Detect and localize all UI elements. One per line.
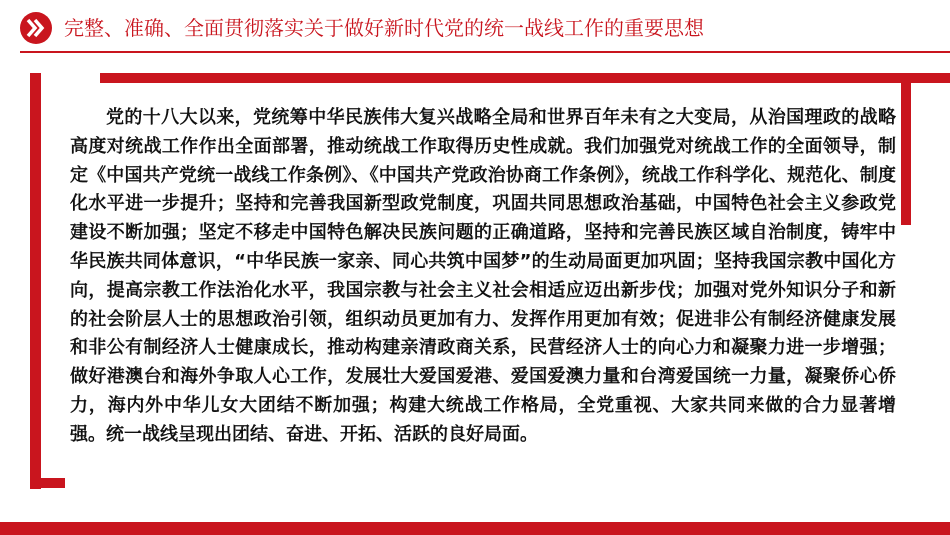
header-bar — [0, 0, 950, 60]
footer-band — [0, 522, 950, 535]
body-paragraph: 党的十八大以来，党统筹中华民族伟大复兴战略全局和世界百年未有之大变局，从治国理政的战略高度对统战工作作出全面部署，推动统战工作取得历史性成就。我们加强党对统战工作的全面领导，制定《中国共产党统一战线工作条例》、《中国共产党政治协商工作条例》，统战工作科学化、规范化、制度化水平进一步提升；坚持和完善我国新型政党制度，巩固共同思想政治基础，中国特色社会主义参政党建设不断加强；坚定不移走中国特色解决民族问题的正确道路，坚持和完善民族区域自治制度，铸牢中华民族共同体意识，“中华民族一家亲、同心共筑中国梦”的生动局面更加巩固；坚持我国宗教中国化方向，提高宗教工作法治化水平，我国宗教与社会主义社会相适应迈出新步伐；加强对党外知识分子和新的社会阶层人士的思想政治引领，组织动员更加有力、发挥作用更加有效；促进非公有制经济健康发展和非公有制经济人士健康成长，推动构建亲清政商关系，民营经济人士的向心力和凝聚力进一步增强；做好港澳台和海外争取人心工作，发展壮大爱国爱港、爱国爱澳力量和台湾爱国统一力量，凝聚侨心侨力，海内外中华儿女大团结不断加强；构建大统战工作格局，全党重视、大家共同来做的合力显著增强。统一战线呈现出团结、奋进、开拓、活跃的良好局面。 — [70, 107, 896, 445]
frame-top-bar — [100, 73, 950, 83]
frame-left-bar — [30, 73, 41, 489]
page-title: 完整、准确、全面贯彻落实关于做好新时代党的统一战线工作的重要思想 — [64, 16, 704, 40]
double-chevron-right-icon — [20, 12, 52, 44]
frame-right-bar — [901, 73, 911, 225]
header-divider — [20, 51, 950, 53]
